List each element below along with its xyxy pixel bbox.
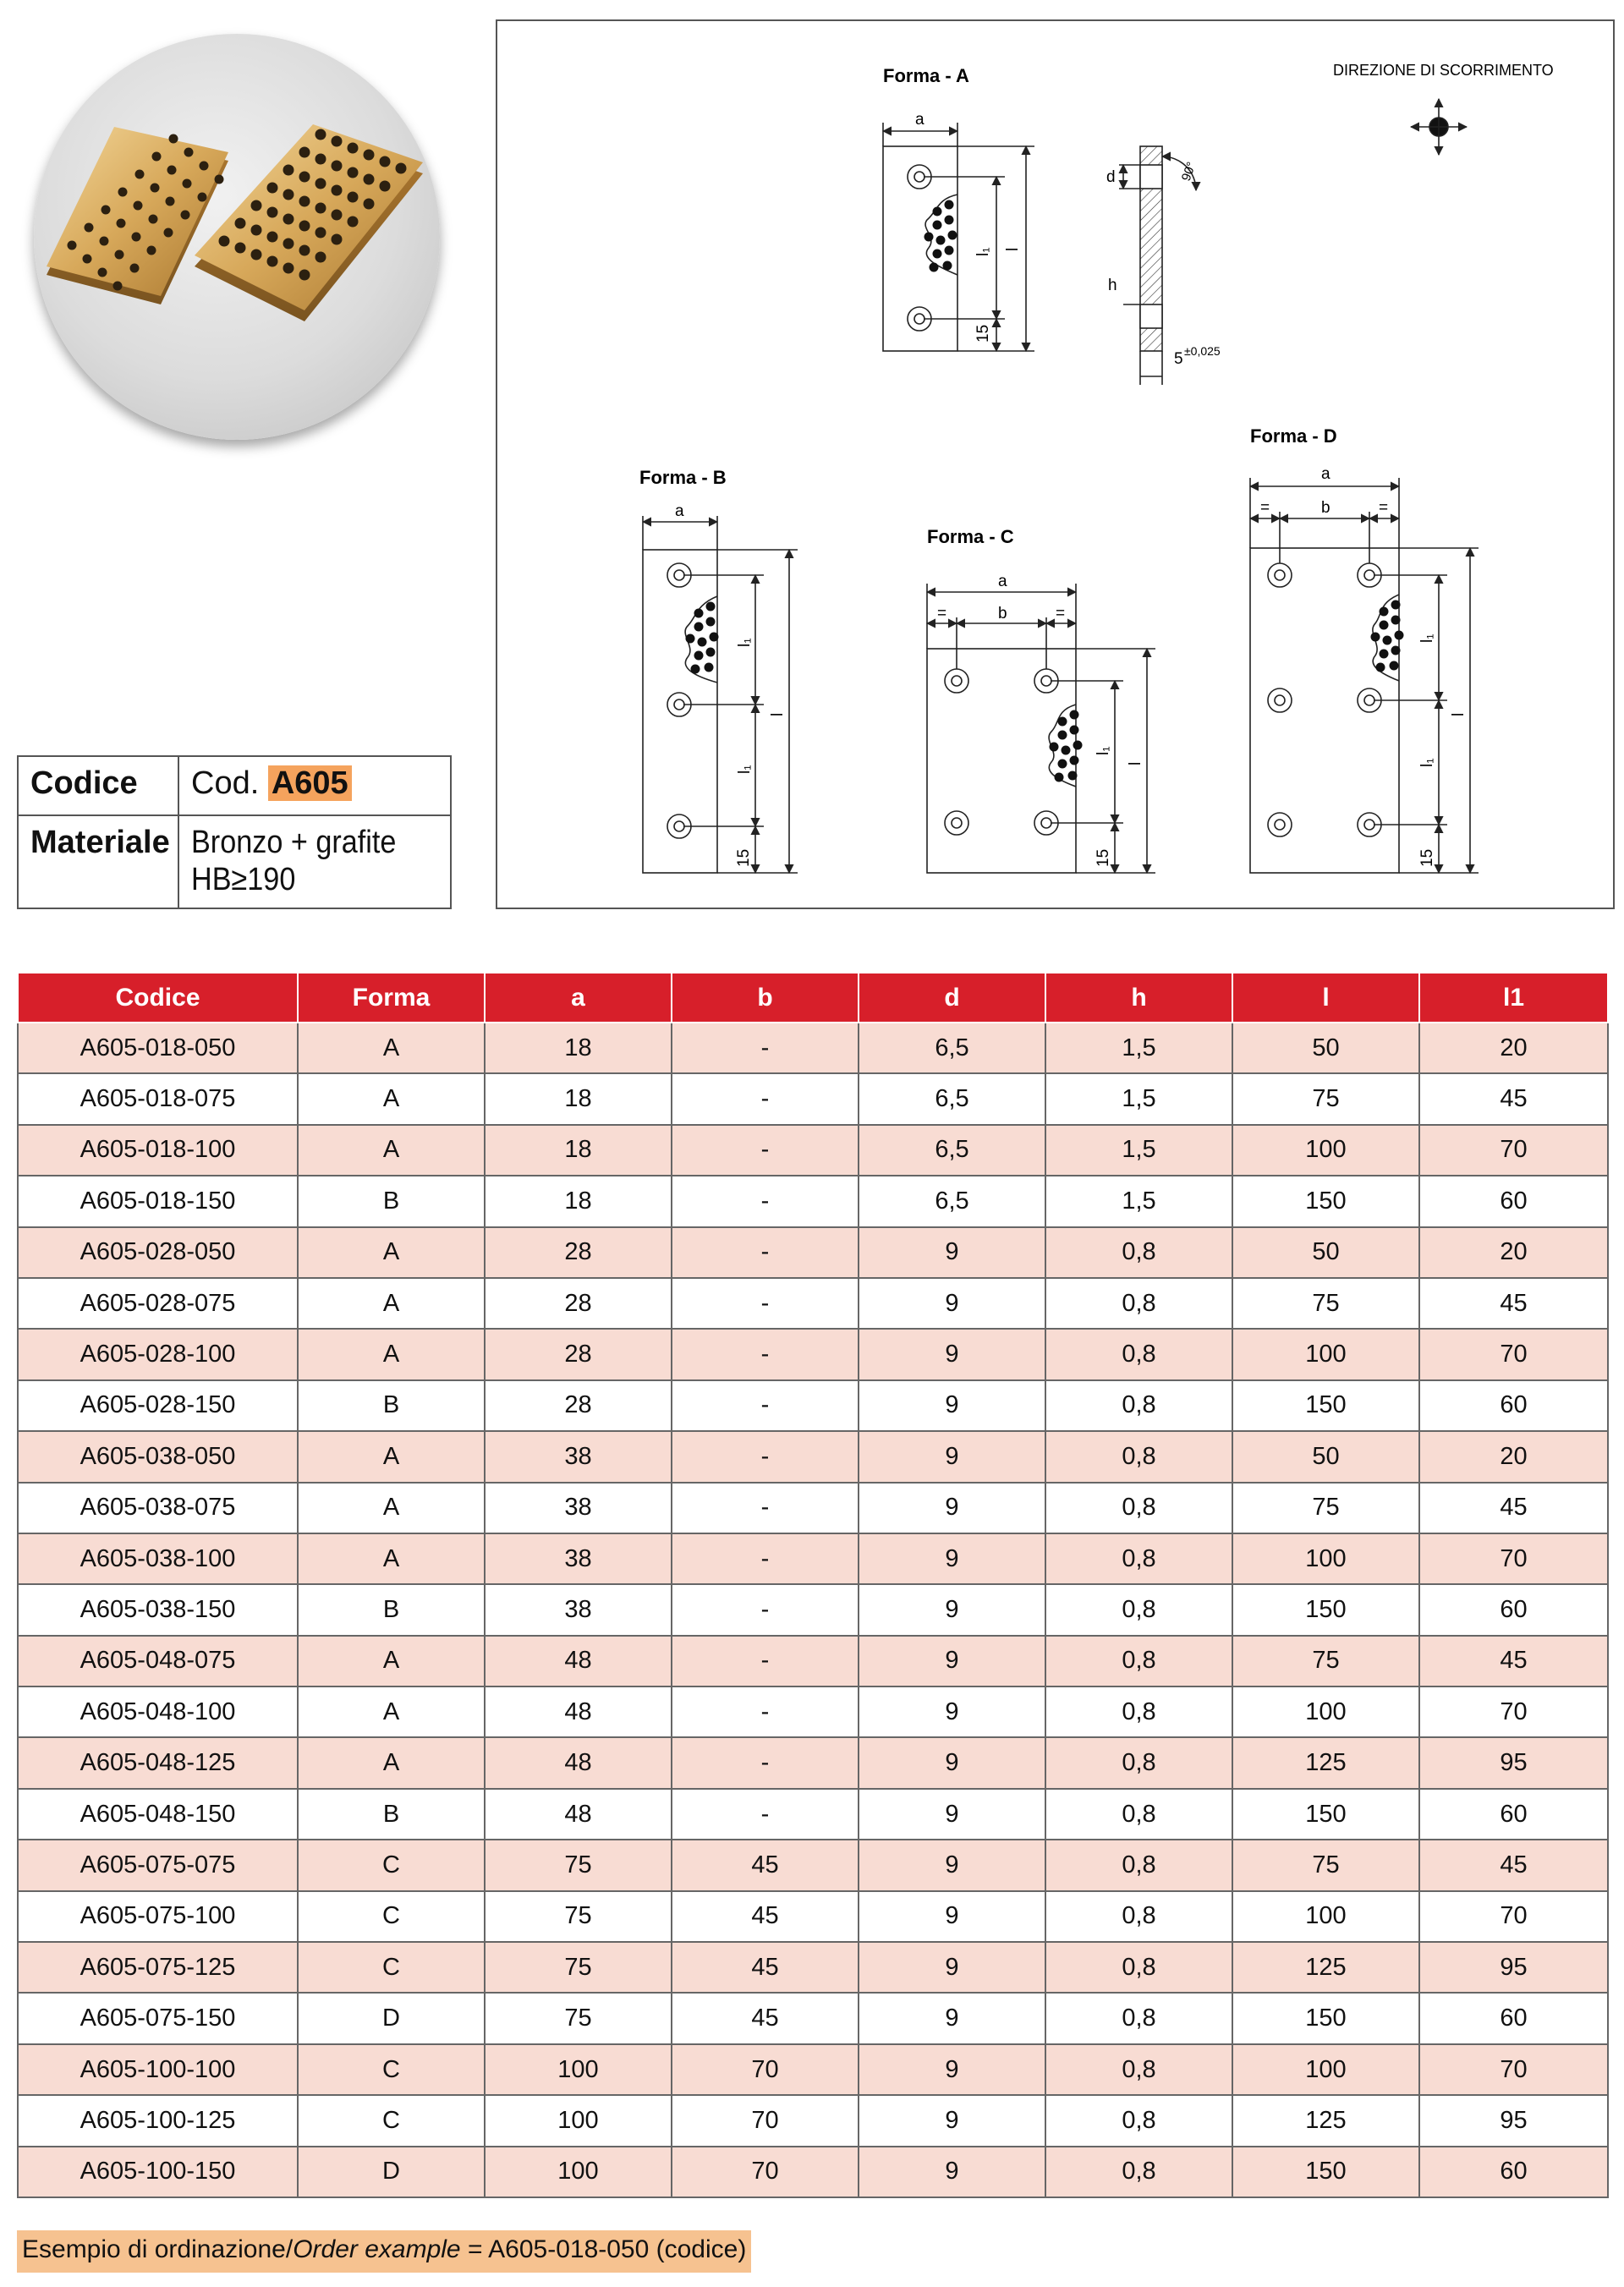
table-cell: 20 bbox=[1419, 1023, 1608, 1073]
product-photo bbox=[34, 34, 440, 440]
table-cell: 0,8 bbox=[1045, 1942, 1232, 1993]
dim-l1b-forma-b: l₁ bbox=[736, 765, 754, 774]
table-cell: 75 bbox=[1232, 1278, 1419, 1329]
table-cell: C bbox=[298, 2095, 485, 2146]
table-cell: 100 bbox=[1232, 2044, 1419, 2095]
table-cell: 0,8 bbox=[1045, 1483, 1232, 1533]
table-cell: 6,5 bbox=[859, 1073, 1045, 1124]
dim-b-forma-d: b bbox=[1321, 499, 1330, 517]
table-cell: B bbox=[298, 1584, 485, 1635]
codice-prefix: Cod. bbox=[191, 765, 260, 801]
direction-label: DIREZIONE DI SCORRIMENTO bbox=[1333, 62, 1554, 79]
table-cell: 48 bbox=[485, 1789, 672, 1840]
table-cell: A605-038-050 bbox=[18, 1431, 298, 1482]
table-cell: 125 bbox=[1232, 1737, 1419, 1788]
dim-d: d bbox=[1106, 168, 1116, 186]
table-cell: A605-100-125 bbox=[18, 2095, 298, 2146]
column-header: a bbox=[485, 973, 672, 1023]
codice-value-cell bbox=[179, 757, 450, 816]
table-cell: 38 bbox=[485, 1584, 672, 1635]
table-cell: A605-048-100 bbox=[18, 1686, 298, 1737]
table-cell: 45 bbox=[1419, 1483, 1608, 1533]
table-row bbox=[18, 1483, 1608, 1533]
table-cell: - bbox=[672, 1073, 859, 1124]
table-cell: 50 bbox=[1232, 1431, 1419, 1482]
dim-l1b-forma-d: l₁ bbox=[1418, 758, 1436, 767]
forma-a-label: Forma - A bbox=[883, 65, 969, 86]
dim-l1-forma-a: l₁ bbox=[974, 247, 992, 256]
dim-a-forma-d: a bbox=[1321, 465, 1330, 483]
dim-a-forma-a: a bbox=[915, 111, 924, 129]
table-cell: - bbox=[672, 1483, 859, 1533]
table-cell: 45 bbox=[1419, 1840, 1608, 1890]
table-row bbox=[18, 1533, 1608, 1584]
table-cell: A605-028-050 bbox=[18, 1227, 298, 1278]
table-row bbox=[18, 1023, 1608, 1073]
table-cell: 0,8 bbox=[1045, 1533, 1232, 1584]
bronze-plates-image bbox=[34, 34, 440, 440]
table-cell: 18 bbox=[485, 1073, 672, 1124]
table-cell: 150 bbox=[1232, 1789, 1419, 1840]
table-cell: D bbox=[298, 2147, 485, 2197]
table-row bbox=[18, 1942, 1608, 1993]
dim-h: h bbox=[1108, 277, 1117, 294]
table-row bbox=[18, 1636, 1608, 1686]
table-cell: A605-018-150 bbox=[18, 1176, 298, 1226]
table-cell: A605-075-150 bbox=[18, 1993, 298, 2043]
table-row bbox=[18, 1227, 1608, 1278]
table-cell: 0,8 bbox=[1045, 1636, 1232, 1686]
dim-l-forma-a: l bbox=[1004, 247, 1022, 251]
table-cell: 75 bbox=[1232, 1483, 1419, 1533]
table-cell: 70 bbox=[672, 2095, 859, 2146]
order-example bbox=[17, 2230, 751, 2273]
table-cell: 45 bbox=[1419, 1278, 1608, 1329]
codice-label: Codice bbox=[30, 765, 138, 801]
table-cell: 50 bbox=[1232, 1023, 1419, 1073]
table-cell: A bbox=[298, 1737, 485, 1788]
table-cell: - bbox=[672, 1023, 859, 1073]
forma-d-label: Forma - D bbox=[1250, 425, 1337, 447]
table-row bbox=[18, 1584, 1608, 1635]
table-cell: 60 bbox=[1419, 1789, 1608, 1840]
table-cell: 100 bbox=[485, 2095, 672, 2146]
table-cell: 150 bbox=[1232, 1380, 1419, 1431]
table-cell: 75 bbox=[1232, 1840, 1419, 1890]
table-cell: 70 bbox=[1419, 1329, 1608, 1379]
table-cell: 0,8 bbox=[1045, 1789, 1232, 1840]
table-cell: 75 bbox=[485, 1891, 672, 1942]
table-cell: 125 bbox=[1232, 1942, 1419, 1993]
dim-l-forma-b: l bbox=[769, 712, 787, 716]
table-cell: 75 bbox=[485, 1942, 672, 1993]
table-cell: 0,8 bbox=[1045, 2147, 1232, 2197]
table-cell: - bbox=[672, 1584, 859, 1635]
table-cell: 50 bbox=[1232, 1227, 1419, 1278]
table-cell: 60 bbox=[1419, 1584, 1608, 1635]
table-cell: 9 bbox=[859, 1737, 1045, 1788]
table-cell: 1,5 bbox=[1045, 1176, 1232, 1226]
table-cell: A605-100-100 bbox=[18, 2044, 298, 2095]
table-cell: 6,5 bbox=[859, 1023, 1045, 1073]
order-prefix: Esempio di ordinazione/ bbox=[22, 2235, 294, 2263]
table-cell: 45 bbox=[1419, 1636, 1608, 1686]
table-cell: C bbox=[298, 1891, 485, 1942]
table-cell: - bbox=[672, 1125, 859, 1176]
dim-eq1-forma-c: = bbox=[937, 605, 947, 622]
table-cell: 1,5 bbox=[1045, 1023, 1232, 1073]
table-cell: A605-048-075 bbox=[18, 1636, 298, 1686]
dim-15-forma-d: 15 bbox=[1418, 848, 1436, 867]
table-cell: 0,8 bbox=[1045, 1891, 1232, 1942]
table-cell: 45 bbox=[672, 1993, 859, 2043]
table-cell: 70 bbox=[672, 2044, 859, 2095]
table-cell: 0,8 bbox=[1045, 2095, 1232, 2146]
table-cell: 100 bbox=[1232, 1533, 1419, 1584]
table-cell: A605-075-075 bbox=[18, 1840, 298, 1890]
table-cell: 9 bbox=[859, 1329, 1045, 1379]
table-cell: 9 bbox=[859, 1227, 1045, 1278]
table-cell: - bbox=[672, 1686, 859, 1737]
table-row bbox=[18, 1686, 1608, 1737]
codice-label-cell bbox=[19, 757, 179, 816]
table-cell: - bbox=[672, 1380, 859, 1431]
table-cell: 0,8 bbox=[1045, 1686, 1232, 1737]
table-cell: A bbox=[298, 1329, 485, 1379]
dim-b-forma-c: b bbox=[998, 605, 1007, 622]
table-cell: A605-028-100 bbox=[18, 1329, 298, 1379]
forma-b-label: Forma - B bbox=[639, 467, 727, 488]
table-cell: 70 bbox=[1419, 1891, 1608, 1942]
table-cell: C bbox=[298, 2044, 485, 2095]
table-cell: 9 bbox=[859, 1584, 1045, 1635]
table-cell: - bbox=[672, 1329, 859, 1379]
table-cell: B bbox=[298, 1176, 485, 1226]
dim-thickness: 5 bbox=[1174, 350, 1183, 368]
table-row bbox=[18, 1737, 1608, 1788]
table-cell: 150 bbox=[1232, 2147, 1419, 2197]
table-cell: 0,8 bbox=[1045, 1840, 1232, 1890]
table-body bbox=[18, 1023, 1608, 2197]
table-cell: 75 bbox=[485, 1993, 672, 2043]
dim-l1-forma-c: l₁ bbox=[1095, 746, 1112, 755]
table-cell: - bbox=[672, 1431, 859, 1482]
table-cell: 9 bbox=[859, 1431, 1045, 1482]
table-cell: 18 bbox=[485, 1023, 672, 1073]
dim-l1a-forma-d: l₁ bbox=[1418, 633, 1436, 643]
table-cell: 150 bbox=[1232, 1993, 1419, 2043]
table-row bbox=[18, 1891, 1608, 1942]
dim-a-forma-b: a bbox=[675, 502, 684, 520]
table-cell: 100 bbox=[1232, 1329, 1419, 1379]
table-cell: 9 bbox=[859, 1533, 1045, 1584]
table-cell: 0,8 bbox=[1045, 1431, 1232, 1482]
table-cell: - bbox=[672, 1533, 859, 1584]
table-row bbox=[18, 2044, 1608, 2095]
dim-a-forma-c: a bbox=[998, 573, 1007, 590]
table-cell: 95 bbox=[1419, 1737, 1608, 1788]
dim-l-forma-c: l bbox=[1127, 761, 1144, 765]
table-cell: 18 bbox=[485, 1176, 672, 1226]
materiale-label: Materiale bbox=[30, 825, 170, 860]
table-cell: - bbox=[672, 1636, 859, 1686]
table-cell: 6,5 bbox=[859, 1176, 1045, 1226]
table-cell: A605-018-100 bbox=[18, 1125, 298, 1176]
table-cell: 48 bbox=[485, 1636, 672, 1686]
table-cell: 9 bbox=[859, 2044, 1045, 2095]
dim-tolerance: ±0,025 bbox=[1184, 344, 1221, 358]
table-cell: 9 bbox=[859, 1789, 1045, 1840]
table-cell: 1,5 bbox=[1045, 1125, 1232, 1176]
column-header: b bbox=[672, 973, 859, 1023]
spec-box bbox=[17, 755, 452, 909]
table-cell: 100 bbox=[485, 2147, 672, 2197]
table-cell: A605-038-150 bbox=[18, 1584, 298, 1635]
table-cell: 20 bbox=[1419, 1431, 1608, 1482]
table-row bbox=[18, 1073, 1608, 1124]
table-cell: A605-075-125 bbox=[18, 1942, 298, 1993]
table-cell: 20 bbox=[1419, 1227, 1608, 1278]
table-cell: D bbox=[298, 1993, 485, 2043]
table-cell: A605-075-100 bbox=[18, 1891, 298, 1942]
table-cell: 0,8 bbox=[1045, 1380, 1232, 1431]
table-cell: 28 bbox=[485, 1278, 672, 1329]
table-cell: - bbox=[672, 1176, 859, 1226]
table-cell: A bbox=[298, 1125, 485, 1176]
dim-l1a-forma-b: l₁ bbox=[736, 638, 754, 647]
table-cell: 100 bbox=[1232, 1891, 1419, 1942]
table-row bbox=[18, 2147, 1608, 2197]
table-cell: - bbox=[672, 1737, 859, 1788]
codice-value: A605 bbox=[268, 765, 352, 801]
column-header: l bbox=[1232, 973, 1419, 1023]
table-cell: 38 bbox=[485, 1533, 672, 1584]
table-cell: 75 bbox=[485, 1840, 672, 1890]
dim-angle: 90° bbox=[1178, 160, 1199, 184]
table-cell: 75 bbox=[1232, 1073, 1419, 1124]
table-cell: 45 bbox=[672, 1840, 859, 1890]
product-table bbox=[17, 973, 1609, 2198]
table-cell: 75 bbox=[1232, 1636, 1419, 1686]
table-cell: 38 bbox=[485, 1431, 672, 1482]
order-italic: Order example bbox=[293, 2235, 461, 2263]
table-cell: 95 bbox=[1419, 1942, 1608, 1993]
table-cell: 48 bbox=[485, 1686, 672, 1737]
table-cell: 9 bbox=[859, 1380, 1045, 1431]
table-cell: 70 bbox=[672, 2147, 859, 2197]
table-cell: A bbox=[298, 1686, 485, 1737]
table-cell: 9 bbox=[859, 1840, 1045, 1890]
table-cell: C bbox=[298, 1942, 485, 1993]
dim-eq2-forma-d: = bbox=[1379, 499, 1389, 517]
table-cell: 100 bbox=[1232, 1686, 1419, 1737]
column-header: Codice bbox=[18, 973, 298, 1023]
table-cell: 6,5 bbox=[859, 1125, 1045, 1176]
table-cell: A605-018-050 bbox=[18, 1023, 298, 1073]
table-cell: 45 bbox=[1419, 1073, 1608, 1124]
forma-c-label: Forma - C bbox=[927, 526, 1014, 547]
table-cell: 60 bbox=[1419, 1380, 1608, 1431]
table-cell: 1,5 bbox=[1045, 1073, 1232, 1124]
table-cell: A605-100-150 bbox=[18, 2147, 298, 2197]
table-row bbox=[18, 2095, 1608, 2146]
table-cell: A605-028-075 bbox=[18, 1278, 298, 1329]
table-cell: 9 bbox=[859, 1636, 1045, 1686]
column-header: d bbox=[859, 973, 1045, 1023]
materiale-value-cell bbox=[179, 816, 450, 908]
table-cell: 0,8 bbox=[1045, 2044, 1232, 2095]
table-cell: 38 bbox=[485, 1483, 672, 1533]
table-cell: A605-038-075 bbox=[18, 1483, 298, 1533]
table-row bbox=[18, 1993, 1608, 2043]
table-cell: - bbox=[672, 1227, 859, 1278]
materiale-label-cell bbox=[19, 816, 179, 908]
dim-15-forma-c: 15 bbox=[1095, 848, 1112, 867]
table-cell: 70 bbox=[1419, 1533, 1608, 1584]
table-cell: A bbox=[298, 1636, 485, 1686]
table-cell: A bbox=[298, 1533, 485, 1584]
table-cell: 48 bbox=[485, 1737, 672, 1788]
table-cell: 45 bbox=[672, 1942, 859, 1993]
table-cell: 60 bbox=[1419, 1993, 1608, 2043]
column-header: Forma bbox=[298, 973, 485, 1023]
table-cell: C bbox=[298, 1840, 485, 1890]
table-cell: 28 bbox=[485, 1227, 672, 1278]
table-cell: A605-018-075 bbox=[18, 1073, 298, 1124]
materiale-line1: Bronzo + grafite bbox=[191, 825, 397, 860]
table-cell: - bbox=[672, 1789, 859, 1840]
table-cell: 70 bbox=[1419, 2044, 1608, 2095]
table-cell: 45 bbox=[672, 1891, 859, 1942]
table-cell: 0,8 bbox=[1045, 1227, 1232, 1278]
table-cell: 100 bbox=[485, 2044, 672, 2095]
table-cell: A bbox=[298, 1227, 485, 1278]
table-cell: 70 bbox=[1419, 1686, 1608, 1737]
table-cell: 0,8 bbox=[1045, 1584, 1232, 1635]
table-row bbox=[18, 1329, 1608, 1379]
table-cell: 9 bbox=[859, 1942, 1045, 1993]
column-header: h bbox=[1045, 973, 1232, 1023]
table-row bbox=[18, 1789, 1608, 1840]
table-cell: 9 bbox=[859, 1278, 1045, 1329]
dim-15-forma-b: 15 bbox=[735, 848, 753, 867]
table-cell: 0,8 bbox=[1045, 1737, 1232, 1788]
table-row bbox=[18, 1840, 1608, 1890]
column-header: l1 bbox=[1419, 973, 1608, 1023]
table-cell: 0,8 bbox=[1045, 1993, 1232, 2043]
table-header bbox=[18, 973, 1608, 1023]
table-cell: 70 bbox=[1419, 1125, 1608, 1176]
table-cell: 28 bbox=[485, 1329, 672, 1379]
drawings-svg bbox=[497, 21, 1616, 911]
materiale-line2: HB≥190 bbox=[191, 861, 296, 897]
table-cell: 150 bbox=[1232, 1584, 1419, 1635]
table-cell: 18 bbox=[485, 1125, 672, 1176]
table-cell: 125 bbox=[1232, 2095, 1419, 2146]
table-cell: 150 bbox=[1232, 1176, 1419, 1226]
table-cell: 9 bbox=[859, 1891, 1045, 1942]
table-row bbox=[18, 1431, 1608, 1482]
table-row bbox=[18, 1278, 1608, 1329]
table-cell: A605-028-150 bbox=[18, 1380, 298, 1431]
table-cell: 60 bbox=[1419, 2147, 1608, 2197]
table-cell: A605-048-150 bbox=[18, 1789, 298, 1840]
table-cell: A605-038-100 bbox=[18, 1533, 298, 1584]
table-cell: 0,8 bbox=[1045, 1278, 1232, 1329]
table-cell: 9 bbox=[859, 1483, 1045, 1533]
table-row bbox=[18, 1380, 1608, 1431]
dim-eq2-forma-c: = bbox=[1056, 605, 1066, 622]
table-cell: 9 bbox=[859, 1993, 1045, 2043]
order-suffix: = A605-018-050 (codice) bbox=[460, 2235, 747, 2263]
table-cell: 0,8 bbox=[1045, 1329, 1232, 1379]
table-cell: 9 bbox=[859, 1686, 1045, 1737]
dim-15-forma-a: 15 bbox=[974, 324, 992, 343]
table-cell: 28 bbox=[485, 1380, 672, 1431]
table-cell: 9 bbox=[859, 2095, 1045, 2146]
table-cell: 9 bbox=[859, 2147, 1045, 2197]
technical-drawings bbox=[496, 19, 1615, 909]
table-row bbox=[18, 1176, 1608, 1226]
table-row bbox=[18, 1125, 1608, 1176]
table-cell: A bbox=[298, 1483, 485, 1533]
table-cell: A bbox=[298, 1278, 485, 1329]
table-cell: 100 bbox=[1232, 1125, 1419, 1176]
table-cell: B bbox=[298, 1789, 485, 1840]
table-cell: 60 bbox=[1419, 1176, 1608, 1226]
table-cell: A bbox=[298, 1023, 485, 1073]
dim-eq1-forma-d: = bbox=[1260, 499, 1270, 517]
table-cell: - bbox=[672, 1278, 859, 1329]
dim-l-forma-d: l bbox=[1450, 712, 1468, 716]
table-cell: B bbox=[298, 1380, 485, 1431]
table-cell: A bbox=[298, 1073, 485, 1124]
table-cell: 95 bbox=[1419, 2095, 1608, 2146]
table-cell: A605-048-125 bbox=[18, 1737, 298, 1788]
table-cell: A bbox=[298, 1431, 485, 1482]
table-header-row bbox=[18, 973, 1608, 1023]
